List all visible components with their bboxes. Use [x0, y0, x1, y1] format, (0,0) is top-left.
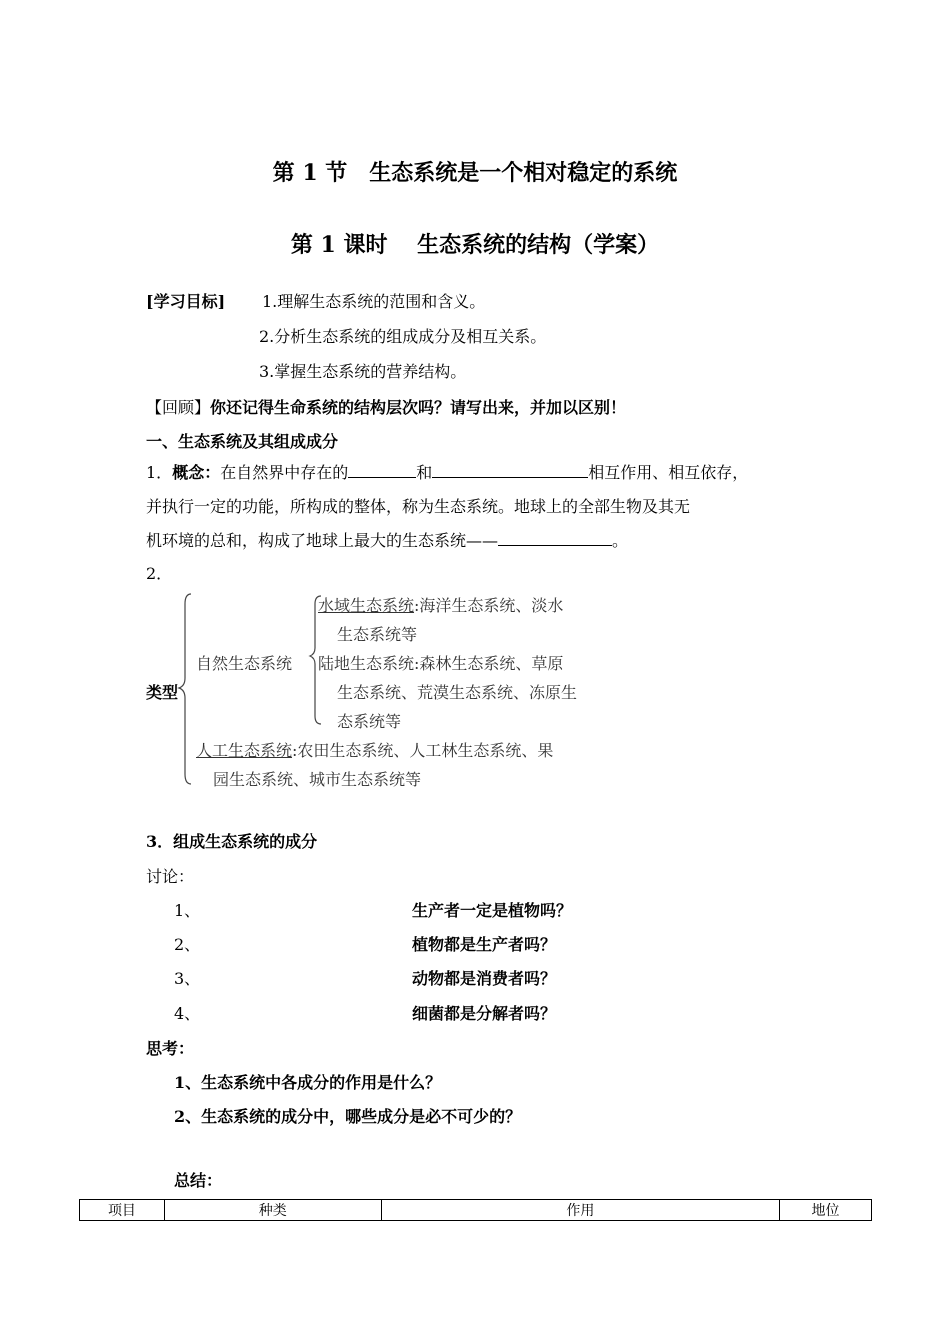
page-title: 第 1 节 生态系统是一个相对稳定的系统 — [272, 160, 678, 186]
review-text: 你还记得生命系统的结构层次吗？请写出来，并加以区别！ — [210, 398, 627, 417]
artificial-ecosystem: 人工生态系统 — [196, 741, 293, 760]
water-ecosystem-line — [318, 593, 563, 616]
concept-line-3 — [146, 528, 628, 551]
artificial-ecosystem-line — [196, 738, 553, 761]
table-header-cell: 作用 — [381, 1200, 779, 1221]
discussion-number: 1、 — [174, 901, 201, 920]
objectives-label: [学习目标] — [146, 292, 226, 311]
components-heading: 3．组成生态系统的成分 — [146, 832, 318, 851]
land-ecosystem-desc: 生态系统、荒漠生态系统、冻原生 — [337, 683, 578, 702]
concept-text: 和 — [416, 463, 433, 482]
item-number: 2． — [146, 564, 173, 583]
fill-blank[interactable] — [348, 461, 416, 478]
land-ecosystem: 陆地生态系统 — [318, 654, 415, 673]
summary-label: 总结： — [174, 1171, 223, 1190]
natural-ecosystem: 自然生态系统 — [196, 654, 293, 673]
section-heading: 一、生态系统及其组成成分 — [146, 432, 339, 451]
concept-text: 相互作用、相互依存， — [588, 463, 749, 482]
table-header-row — [80, 1200, 872, 1221]
concept-text: 机环境的总和，构成了地球上最大的生态系统—— — [146, 531, 499, 550]
objective-item: 1.理解生态系统的范围和含义。 — [262, 292, 486, 311]
table-header-cell: 种类 — [164, 1200, 381, 1221]
discussion-question: 植物都是生产者吗？ — [412, 935, 557, 954]
land-ecosystem-desc: 态系统等 — [337, 712, 402, 731]
concept-label: 概念： — [172, 463, 221, 482]
water-ecosystem: 水域生态系统 — [318, 596, 415, 615]
fill-blank[interactable] — [432, 461, 588, 478]
objective-item: 2.分析生态系统的组成成分及相互关系。 — [259, 327, 547, 346]
table-header-cell: 项目 — [80, 1200, 165, 1221]
concept-text: 在自然界中存在的 — [220, 463, 349, 482]
types-label: 类型 — [146, 683, 179, 702]
concept-text: 。 — [612, 531, 629, 550]
concept-line-1 — [146, 460, 748, 483]
summary-table — [79, 1199, 872, 1221]
discussion-number: 2、 — [174, 935, 201, 954]
water-ecosystem-desc: 生态系统等 — [337, 625, 418, 644]
discussion-question: 细菌都是分解者吗？ — [412, 1004, 557, 1023]
discussion-question: 生产者一定是植物吗？ — [412, 901, 573, 920]
page-subtitle: 第 1 课时 生态系统的结构（学案） — [290, 232, 660, 258]
discussion-question: 动物都是消费者吗？ — [412, 969, 557, 988]
table-header-cell: 地位 — [780, 1200, 872, 1221]
concept-line-2: 并执行一定的功能，所构成的整体，称为生态系统。地球上的全部生物及其无 — [146, 497, 691, 516]
concept-number: 1． — [146, 463, 173, 482]
objective-item: 3.掌握生态系统的营养结构。 — [259, 362, 467, 381]
fill-blank[interactable] — [498, 529, 612, 546]
discussion-label: 讨论： — [146, 867, 195, 886]
discussion-number: 3、 — [174, 969, 201, 988]
thinking-label: 思考： — [146, 1039, 195, 1058]
artificial-ecosystem-desc: 园生态系统、城市生态系统等 — [213, 770, 422, 789]
land-ecosystem-line — [318, 651, 563, 674]
thinking-question: 2、生态系统的成分中，哪些成分是必不可少的？ — [174, 1107, 522, 1126]
review-bracket: 【回顾】 — [146, 398, 211, 417]
discussion-number: 4、 — [174, 1004, 201, 1023]
land-ecosystem-desc: :森林生态系统、草原 — [414, 654, 564, 673]
thinking-question: 1、生态系统中各成分的作用是什么？ — [174, 1073, 442, 1092]
artificial-ecosystem-desc: :农田生态系统、人工林生态系统、果 — [292, 741, 554, 760]
review-line — [146, 395, 626, 418]
water-ecosystem-desc: :海洋生态系统、淡水 — [414, 596, 564, 615]
